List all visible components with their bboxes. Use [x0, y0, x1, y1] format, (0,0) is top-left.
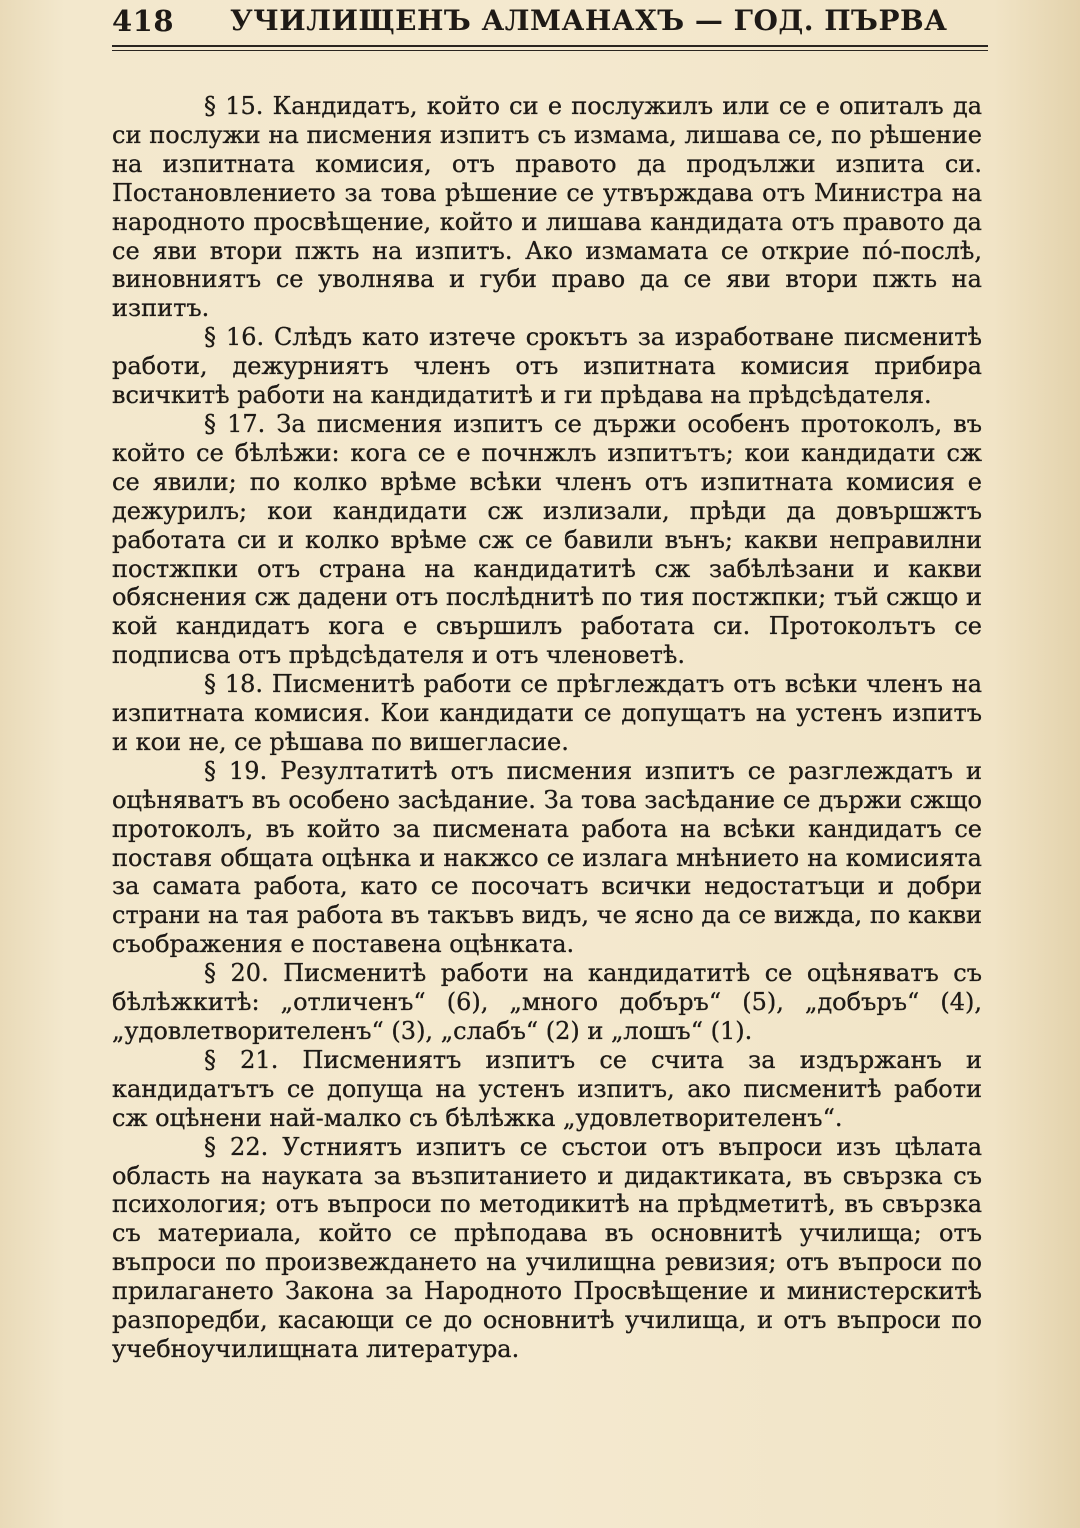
paragraph-18: § 18. Писменитѣ работи се прѣглеждатъ отъ всѣки членъ на изпитната комисия. Кои кандидати се допущатъ на устенъ изпитъ и кои не, се рѣшава по вишегласие. [112, 670, 982, 756]
paragraph-17: § 17. За писмения изпитъ се държи особенъ протоколъ, въ който се бѣлѣжи: кога се е почнжлъ изпитътъ; кои кандидати сж се явили; по колко врѣме всѣки членъ отъ изпитната комисия е дежурилъ; кои кандидати сж излизали, прѣди да довършжтъ работата си и колко врѣме сж се бавили вънъ; какви неправилни постжпки отъ страна на кандидатитѣ сж забѣлѣзани и какви обяснения сж дадени отъ послѣднитѣ по тия постжпки; тъй сжщо и кой кандидатъ кога е свършилъ работата си. Протоколътъ се подписва отъ прѣдсѣдателя и отъ членоветѣ. [112, 409, 982, 670]
header-rule [112, 45, 988, 47]
page-number: 418 [112, 4, 175, 38]
paragraph-15: § 15. Кандидатъ, който си е послужилъ или се е опиталъ да си послужи на писмения изпитъ съ измама, лишава се, по рѣшение на изпитната комисия, отъ правото да продължи изпита си. Постановлението за това рѣшение се утвърждава отъ Министра на народното просвѣщение, който и лишава кандидата отъ правото да се яви втори пжть на изпитъ. Ако измамата се открие пó-послѣ, виновниятъ се уволнява и губи право да се яви втори пжть на изпитъ. [112, 92, 982, 323]
paragraph-16: § 16. Слѣдъ като изтече срокътъ за изработване писменитѣ работи, дежурниятъ членъ отъ изпитната комисия прибира всичкитѣ работи на кандидатитѣ и ги прѣдава на прѣдсѣдателя. [112, 323, 982, 410]
header-rule-thin [112, 50, 988, 51]
paragraph-19: § 19. Резултатитѣ отъ писмения изпитъ се разглеждатъ и оцѣняватъ въ особено засѣдание. За това засѣдание се държи сжщо протоколъ, въ който за писмената работа на всѣки кандидатъ се поставя общата оцѣнка и накжсо се излага мнѣнието на комисията за самата работа, като се посочатъ всички недостатъци и добри страни на тая работа въ такъвъ видъ, че ясно да се вижда, по какви съображения е поставена оцѣнката. [112, 756, 982, 959]
paragraph-21: § 21. Писмениятъ изпитъ се счита за издържанъ и кандидатътъ се допуща на устенъ изпитъ, ако писменитѣ работи сж оцѣнени най-малко съ бѣлѣжка „удовлетворителенъ“. [112, 1045, 982, 1132]
body-text [112, 92, 982, 1364]
page-header [112, 4, 988, 44]
paragraph-22: § 22. Устниятъ изпитъ се състои отъ въпроси изъ цѣлата область на науката за възпитанието и дидактиката, въ свързка съ психология; отъ въпроси по методикитѣ на прѣдметитѣ, въ свързка съ материала, който се прѣподава въ основнитѣ училища; отъ въпроси по произвеждането на училищна ревизия; отъ въпроси по прилагането Закона за Народното Просвѣщение и министерскитѣ разпоредби, касающи се до основнитѣ училища, и отъ въпроси по учебноучилищната литература. [112, 1132, 982, 1363]
running-head: УЧИЛИЩЕНЪ АЛМАНАХЪ — ГОД. ПЪРВА [230, 4, 948, 37]
paragraph-20: § 20. Писменитѣ работи на кандидатитѣ се оцѣняватъ съ бѣлѣжкитѣ: „отличенъ“ (6), „много добъръ“ (5), „добъръ“ (4), „удовлетворителенъ“ (3), „слабъ“ (2) и „лошъ“ (1). [112, 959, 982, 1045]
